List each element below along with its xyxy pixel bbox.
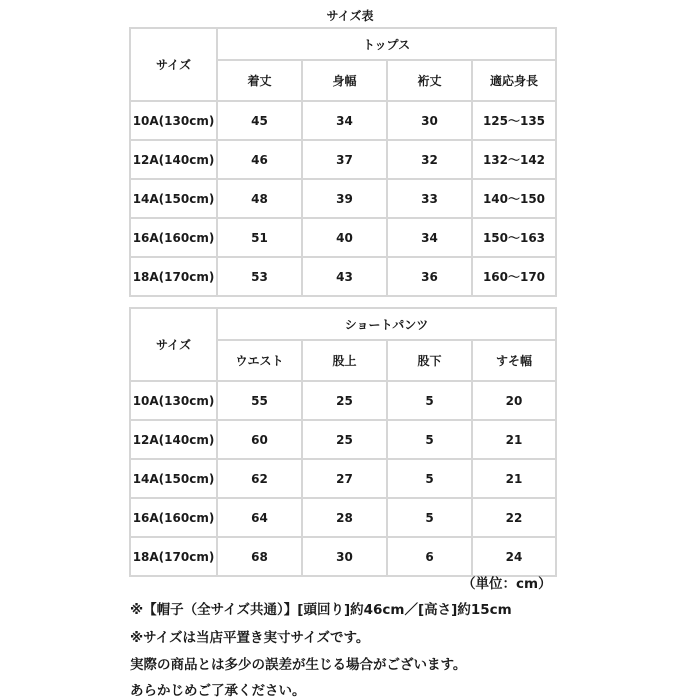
table-cell: 5 [387, 420, 472, 459]
table-cell: 150〜163 [472, 218, 556, 257]
table-row [130, 420, 556, 459]
table-cell: 33 [387, 179, 472, 218]
table-cell: 62 [217, 459, 302, 498]
column-header: 着丈 [217, 60, 302, 101]
tops-size-table [129, 27, 557, 297]
table-cell: 160〜170 [472, 257, 556, 296]
column-header: 股下 [387, 340, 472, 381]
table-cell: 21 [472, 420, 556, 459]
table-cell: 32 [387, 140, 472, 179]
table-row [130, 498, 556, 537]
acknowledgement-note: あらかじめご了承ください。 [130, 683, 306, 699]
table-row [130, 179, 556, 218]
table-cell: 21 [472, 459, 556, 498]
table-cell: 140〜150 [472, 179, 556, 218]
table-cell: 30 [302, 537, 387, 576]
table-cell: 46 [217, 140, 302, 179]
table-row [130, 140, 556, 179]
size-header: サイズ [130, 308, 217, 381]
table-cell: 60 [217, 420, 302, 459]
row-size-label: 16A(160cm) [130, 498, 217, 537]
table-cell: 53 [217, 257, 302, 296]
group-header: ショートパンツ [217, 308, 556, 340]
table-cell: 37 [302, 140, 387, 179]
tolerance-note: 実際の商品とは多少の誤差が生じる場合がございます。 [130, 657, 467, 673]
table-cell: 25 [302, 381, 387, 420]
size-header: サイズ [130, 28, 217, 101]
shorts-size-table [129, 307, 557, 577]
row-size-label: 18A(170cm) [130, 537, 217, 576]
table-row [130, 101, 556, 140]
table-cell: 45 [217, 101, 302, 140]
row-size-label: 10A(130cm) [130, 381, 217, 420]
row-size-label: 12A(140cm) [130, 420, 217, 459]
table-row [130, 218, 556, 257]
column-header: 身幅 [302, 60, 387, 101]
row-size-label: 14A(150cm) [130, 459, 217, 498]
table-cell: 36 [387, 257, 472, 296]
row-size-label: 16A(160cm) [130, 218, 217, 257]
table-cell: 28 [302, 498, 387, 537]
table-cell: 6 [387, 537, 472, 576]
table-cell: 64 [217, 498, 302, 537]
table-cell: 5 [387, 381, 472, 420]
table-cell: 68 [217, 537, 302, 576]
unit-label: （単位：cm） [462, 576, 552, 592]
table-cell: 55 [217, 381, 302, 420]
table-cell: 48 [217, 179, 302, 218]
hat-size-note: ※【帽子（全サイズ共通）】[頭回り]約46cm／[高さ]約15cm [130, 602, 512, 618]
table-row [130, 537, 556, 576]
table-cell: 34 [387, 218, 472, 257]
column-header: 裄丈 [387, 60, 472, 101]
table-cell: 30 [387, 101, 472, 140]
row-size-label: 12A(140cm) [130, 140, 217, 179]
measurement-note: ※サイズは当店平置き実寸サイズです。 [130, 630, 370, 646]
table-cell: 27 [302, 459, 387, 498]
table-cell: 34 [302, 101, 387, 140]
page-title: サイズ表 [326, 9, 374, 23]
column-header: 股上 [302, 340, 387, 381]
column-header: ウエスト [217, 340, 302, 381]
row-size-label: 10A(130cm) [130, 101, 217, 140]
table-cell: 20 [472, 381, 556, 420]
table-row [130, 381, 556, 420]
table-row [130, 257, 556, 296]
table-cell: 39 [302, 179, 387, 218]
table-cell: 40 [302, 218, 387, 257]
column-header: 適応身長 [472, 60, 556, 101]
table-cell: 51 [217, 218, 302, 257]
table-cell: 22 [472, 498, 556, 537]
table-cell: 132〜142 [472, 140, 556, 179]
column-header: すそ幅 [472, 340, 556, 381]
group-header: トップス [217, 28, 556, 60]
table-cell: 43 [302, 257, 387, 296]
row-size-label: 18A(170cm) [130, 257, 217, 296]
table-cell: 5 [387, 498, 472, 537]
table-cell: 125〜135 [472, 101, 556, 140]
table-cell: 24 [472, 537, 556, 576]
table-cell: 25 [302, 420, 387, 459]
table-cell: 5 [387, 459, 472, 498]
table-row [130, 459, 556, 498]
row-size-label: 14A(150cm) [130, 179, 217, 218]
